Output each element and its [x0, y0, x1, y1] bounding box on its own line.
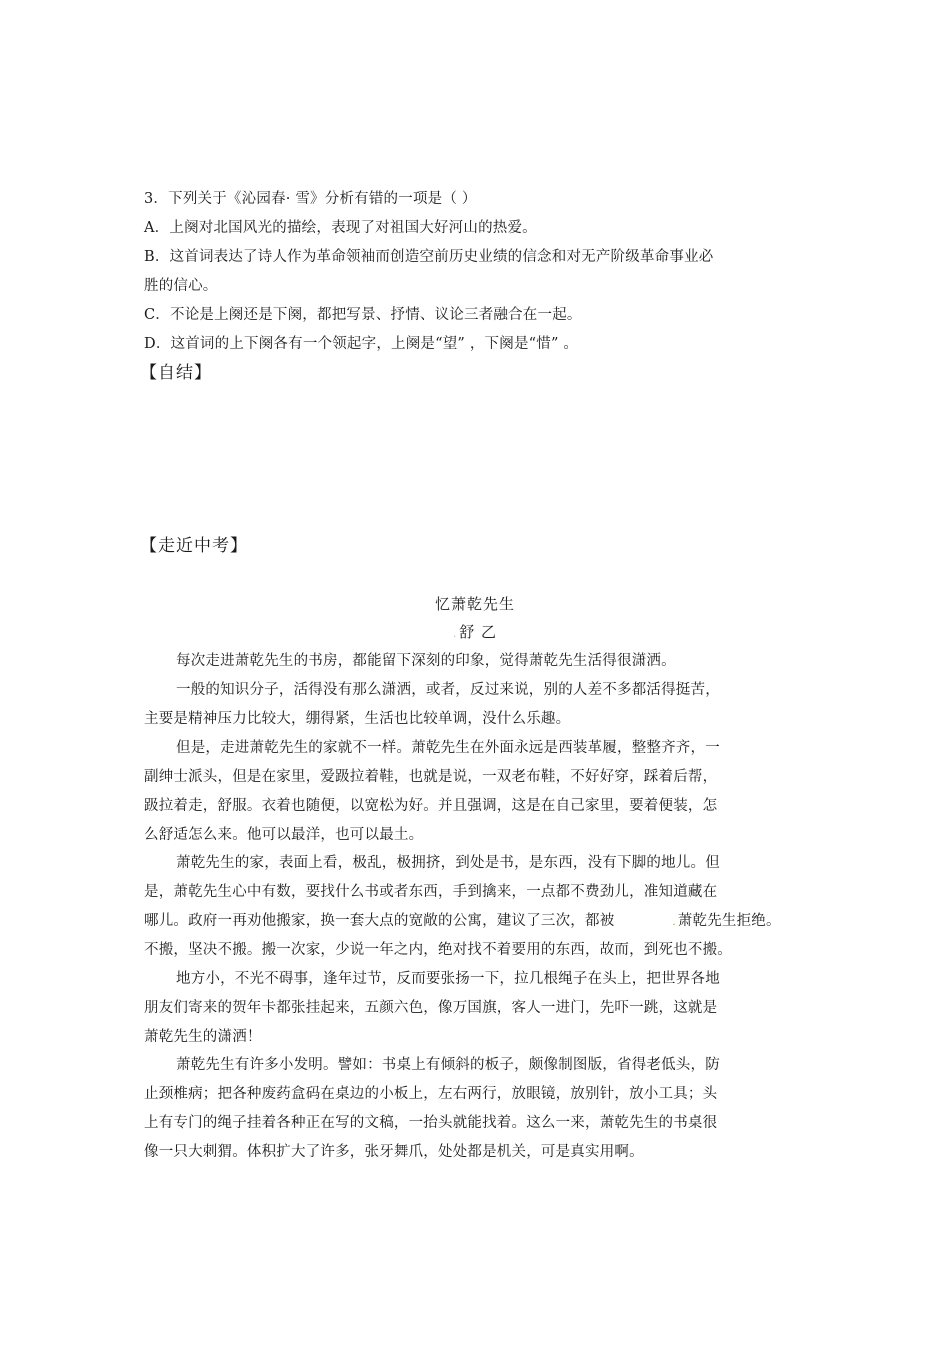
- article-line: 朋友们寄来的贺年卡都张挂起来，五颜六色，像万国旗，客人一进门，先吓一跳，这就是: [144, 1000, 718, 1016]
- article-line: 副绅士派头，但是在家里，爱趿拉着鞋，也就是说，一双老布鞋，不好好穿，踩着后帮，: [144, 769, 718, 785]
- article-title: 忆萧乾先生: [434, 595, 515, 613]
- exam-section-heading: 【走近中考】: [140, 536, 248, 556]
- article-line: 地方小，不光不碍事，逢年过节，反而要张扬一下，拉几根绳子在头上，把世界各地: [176, 971, 720, 987]
- article-line: 萧乾先生有许多小发明。譬如：书桌上有倾斜的板子，颇像制图版，省得老低头，防: [176, 1057, 720, 1073]
- article-line: 每次走进萧乾先生的书房，都能留下深刻的印象，觉得萧乾先生活得很潇洒。: [176, 653, 676, 669]
- gap-mark-icon: .: [672, 917, 676, 928]
- option-a: A．上阕对北国风光的描绘，表现了对祖国大好河山的热爱。: [144, 220, 537, 236]
- article-author: [0, 622, 950, 645]
- article-line: 一般的知识分子，活得没有那么潇洒，或者，反过来说，别的人差不多都活得挺苦，: [176, 682, 720, 698]
- author-mark-icon: .: [453, 629, 458, 640]
- article-line: 是，萧乾先生心中有数，要找什么书或者东西，手到擒来，一点都不费劲儿，准知道藏在: [144, 884, 718, 900]
- article-line-part: 萧乾先生拒绝。: [677, 913, 781, 929]
- self-summary-heading: 【自结】: [140, 363, 212, 383]
- article-author-text: 舒 乙: [459, 623, 497, 641]
- option-c: C．不论是上阕还是下阕，都把写景、抒情、议论三者融合在一起。: [144, 307, 582, 323]
- article-line: 趿拉着走，舒服。衣着也随便，以宽松为好。并且强调，这是在自己家里，要着便装，怎: [144, 798, 718, 814]
- article-line: 上有专门的绳子挂着各种正在写的文稿，一抬头就能找着。这么一来，萧乾先生的书桌很: [144, 1115, 718, 1131]
- article-line: 止颈椎病；把各种废药盒码在桌边的小板上，左右两行，放眼镜，放别针，放小工具；头: [144, 1086, 718, 1102]
- article-line: 但是，走进萧乾先生的家就不一样。萧乾先生在外面永远是西装革履，整整齐齐，一: [176, 740, 720, 756]
- article-line: 主要是精神压力比较大，绷得紧，生活也比较单调，没什么乐趣。: [144, 711, 571, 727]
- option-d: D．这首词的上下阕各有一个领起字，上阕是“望” ，下阕是“惜” 。: [144, 336, 579, 352]
- article-line: 像一只大刺猬。体积扩大了许多，张牙舞爪，处处都是机关，可是真实用啊。: [144, 1144, 644, 1160]
- article-line: 不搬，坚决不搬。搬一次家，少说一年之内，绝对找不着要用的东西，故而，到死也不搬。: [144, 942, 732, 958]
- option-b-line-1: B．这首词表达了诗人作为革命领袖而创造空前历史业绩的信念和对无产阶级革命事业必: [144, 249, 714, 265]
- option-b-line-2: 胜的信心。: [144, 278, 218, 294]
- article-line: 萧乾先生的潇洒！: [144, 1029, 262, 1045]
- article-line: 么舒适怎么来。他可以最洋，也可以最土。: [144, 827, 424, 843]
- question-stem: 3．下列关于《沁园春· 雪》分析有错的一项是（ ）: [144, 191, 477, 207]
- article-line: 萧乾先生的家，表面上看，极乱，极拥挤，到处是书，是东西，没有下脚的地儿。但: [176, 855, 720, 871]
- article-line: [144, 911, 781, 933]
- article-line-part: 哪儿。政府一再劝他搬家，换一套大点的宽敞的公寓，建议了三次，都被: [144, 913, 615, 929]
